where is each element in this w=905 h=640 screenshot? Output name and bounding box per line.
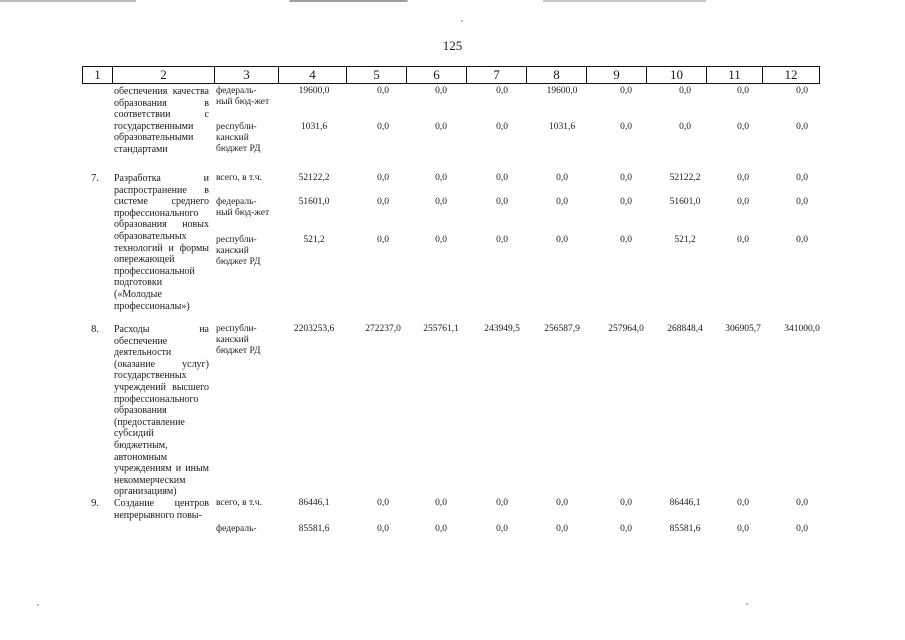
funding-source: республи-канский бюджет РД (216, 122, 261, 154)
value-cell: 0,0 (556, 498, 568, 508)
value-cell: 0,0 (556, 173, 568, 183)
value-cell: 0,0 (435, 524, 447, 534)
value-cell: 19600,0 (546, 86, 578, 96)
value-cell: 0,0 (737, 498, 749, 508)
value-cell: 0,0 (679, 122, 691, 132)
value-cell: 0,0 (620, 524, 632, 534)
value-cell: 0,0 (496, 197, 508, 207)
value-cell: 0,0 (377, 86, 389, 96)
value-cell: 0,0 (377, 122, 389, 132)
value-cell: 0,0 (377, 524, 389, 534)
value-cell: 0,0 (620, 235, 632, 245)
value-cell: 0,0 (377, 235, 389, 245)
value-cell: 257964,0 (608, 324, 644, 334)
value-cell: 0,0 (679, 86, 691, 96)
value-cell: 19600,0 (298, 86, 330, 96)
value-cell: 0,0 (496, 86, 508, 96)
row-description: Расходы на обеспечение деятельности (оказание услуг) государственных учреждений высшего профессионального образования (предоставление субсидий бюджетным, автономным учреждениям и иным некоммерческим организациям) (114, 324, 209, 498)
value-cell: 0,0 (796, 86, 808, 96)
value-cell: 0,0 (496, 122, 508, 132)
value-cell: 0,0 (620, 498, 632, 508)
row-number: 8. (91, 324, 99, 335)
value-cell: 0,0 (796, 197, 808, 207)
value-cell: 272237,0 (365, 324, 401, 334)
funding-source: федераль-ный бюд-жет (216, 197, 270, 218)
value-cell: 0,0 (796, 173, 808, 183)
value-cell: 0,0 (737, 122, 749, 132)
value-cell: 0,0 (620, 197, 632, 207)
funding-source: всего, в т.ч. (216, 498, 262, 508)
value-cell: 0,0 (435, 235, 447, 245)
value-cell: 521,2 (674, 235, 696, 245)
value-cell: 0,0 (435, 197, 447, 207)
value-cell: 52122,2 (669, 173, 701, 183)
value-cell: 1031,6 (548, 122, 576, 132)
header-col-6: 6 (407, 67, 467, 83)
header-col-11: 11 (707, 67, 763, 83)
header-col-5: 5 (347, 67, 407, 83)
scan-speck (37, 604, 39, 606)
value-cell: 85581,6 (298, 524, 330, 534)
value-cell: 0,0 (737, 235, 749, 245)
value-cell: 0,0 (496, 498, 508, 508)
value-cell: 0,0 (435, 122, 447, 132)
value-cell: 0,0 (556, 235, 568, 245)
value-cell: 0,0 (496, 524, 508, 534)
table-header (82, 66, 820, 84)
header-col-1: 1 (83, 67, 113, 83)
value-cell: 0,0 (496, 173, 508, 183)
row-description: Создание центров непрерывного повы- (114, 498, 209, 521)
value-cell: 256587,9 (544, 324, 580, 334)
value-cell: 255761,1 (423, 324, 459, 334)
value-cell: 0,0 (796, 122, 808, 132)
row-number: 9. (91, 498, 99, 509)
value-cell: 243949,5 (484, 324, 520, 334)
value-cell: 0,0 (737, 197, 749, 207)
header-col-2: 2 (113, 67, 215, 83)
value-cell: 0,0 (496, 235, 508, 245)
value-cell: 2203253,6 (293, 324, 335, 334)
value-cell: 0,0 (737, 524, 749, 534)
header-col-4: 4 (279, 67, 347, 83)
funding-source: республи-канский бюджет РД (216, 324, 261, 356)
value-cell: 0,0 (556, 197, 568, 207)
value-cell: 0,0 (796, 524, 808, 534)
value-cell: 0,0 (377, 498, 389, 508)
value-cell: 0,0 (796, 498, 808, 508)
row-description: обеспечения качества образования в соответствии с государственными образовательными стандартами (114, 86, 209, 155)
page-number: 125 (442, 38, 463, 53)
row-description: Разработка и распространение в системе среднего профессионального образования новых образовательных технологий и формы опережающей профессиональной подготовки («Молодые профессионалы») (114, 173, 209, 312)
value-cell: 86446,1 (669, 498, 701, 508)
funding-source: федераль-ный бюд-жет (216, 86, 270, 107)
funding-source: федераль- (216, 524, 257, 534)
value-cell: 0,0 (737, 86, 749, 96)
value-cell: 51601,0 (669, 197, 701, 207)
value-cell: 0,0 (737, 173, 749, 183)
row-number: 7. (91, 173, 99, 184)
value-cell: 0,0 (377, 173, 389, 183)
header-col-7: 7 (467, 67, 527, 83)
value-cell: 86446,1 (298, 498, 330, 508)
scan-edge-artifact (0, 0, 905, 2)
value-cell: 0,0 (435, 173, 447, 183)
value-cell: 1031,6 (300, 122, 328, 132)
value-cell: 268848,4 (667, 324, 703, 334)
header-col-8: 8 (527, 67, 587, 83)
value-cell: 0,0 (377, 197, 389, 207)
value-cell: 0,0 (556, 524, 568, 534)
value-cell: 0,0 (435, 86, 447, 96)
value-cell: 306905,7 (725, 324, 761, 334)
value-cell: 521,2 (303, 235, 325, 245)
value-cell: 0,0 (620, 86, 632, 96)
funding-source: всего, в т.ч. (216, 173, 262, 183)
header-col-9: 9 (587, 67, 647, 83)
value-cell: 0,0 (620, 173, 632, 183)
header-col-12: 12 (784, 67, 798, 82)
header-col-10: 10 (647, 67, 707, 83)
value-cell: 0,0 (435, 498, 447, 508)
scan-speck (746, 603, 748, 605)
value-cell: 341000,0 (784, 324, 820, 334)
value-cell: 85581,6 (669, 524, 701, 534)
header-col-3: 3 (215, 67, 279, 83)
funding-source: республи-канский бюджет РД (216, 235, 261, 267)
value-cell: 52122,2 (298, 173, 330, 183)
value-cell: 51601,0 (298, 197, 330, 207)
value-cell: 0,0 (620, 122, 632, 132)
scan-speck (461, 20, 463, 22)
value-cell: 0,0 (796, 235, 808, 245)
